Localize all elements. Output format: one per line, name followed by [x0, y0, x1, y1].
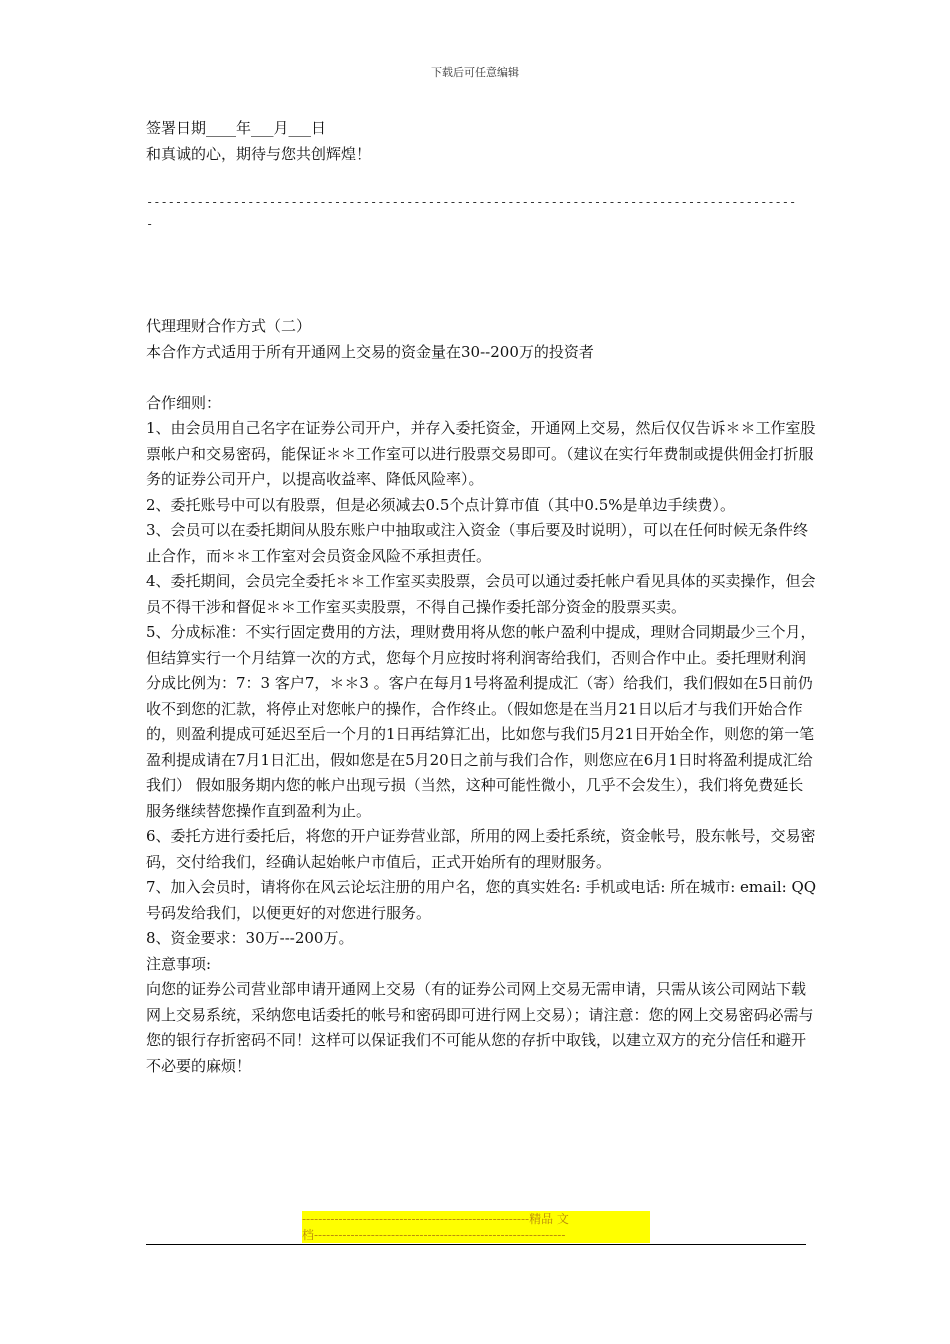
detail-item-2: 2、委托账号中可以有股票，但是必须减去0.5个点计算市值（其中0.5%是单边手续费）。: [146, 495, 736, 514]
footer-banner-line-2: 档--------------------------------------------------------------: [302, 1228, 566, 1242]
intro-block: [146, 116, 818, 167]
blank-line: [146, 365, 818, 391]
detail-item-3: 3、会员可以在委托期间从股东账户中抽取或注入资金（事后要及时说明），可以在任何时候无条件终止合作，而＊＊工作室对会员资金风险不承担责任。: [146, 521, 809, 565]
separator-line-2: -: [146, 217, 154, 231]
footer-banner-line-1: --------------------------------------------------------精品 文: [302, 1212, 569, 1226]
closing-line: 和真诚的心，期待与您共创辉煌！: [146, 144, 372, 163]
sign-date-line: 签署日期____年___月___日: [146, 119, 327, 137]
detail-item-4: 4、委托期间，会员完全委托＊＊工作室买卖股票，会员可以通过委托帐户看见具体的买卖操作，但会员不得干涉和督促＊＊工作室买卖股票，不得自己操作委托部分资金的股票买卖。: [146, 572, 816, 616]
detail-item-6: 6、委托方进行委托后，将您的开户证券营业部，所用的网上委托系统，资金帐号，股东帐号，交易密码，交付给我们，经确认起始帐户市值后，正式开始所有的理财服务。: [146, 827, 816, 871]
section-body: [146, 314, 818, 1079]
detail-item-8: 8、资金要求：30万---200万。: [146, 929, 354, 947]
notes-heading: 注意事项:: [146, 954, 212, 973]
section-title: 代理理财合作方式（二）: [146, 317, 312, 335]
detail-item-5: 5、分成标准：不实行固定费用的方法，理财费用将从您的帐户盈利中提成，理财合同期最少三个月，但结算实行一个月结算一次的方式，您每个月应按时将利润寄给我们，否则合作中止。委托理财利润分成比例为：7：3 客户7，＊＊3 。客户在每月1号将盈利提成汇（寄）给我们，我们假如在5日前仍收不到您的汇款，将停止对您帐户的操作，合作终止。（假如您是在当月21日以后才与我们开始合作的，则盈利提成可延迟至后一个月的1日再结算汇出，比如您与我们5月21日开始全作，则您的第一笔盈利提成请在7月1日汇出，假如您是在5月20日之前与我们合作，则您应在6月1日时将盈利提成汇给我们） 假如服务期内您的帐户出现亏损（当然，这种可能性微小，几乎不会发生），我们将免费延长服务继续替您操作直到盈利为止。: [146, 623, 816, 820]
page-header: 下载后可任意编辑: [431, 66, 519, 79]
section-subtitle: 本合作方式适用于所有开通网上交易的资金量在30--200万的投资者: [146, 342, 594, 361]
separator-line-1: ------------------------------------------------------------------------------------------: [146, 195, 797, 209]
dashed-separator: [146, 191, 818, 235]
details-heading: 合作细则：: [146, 393, 222, 412]
detail-item-1: 1、由会员用自己名字在证券公司开户，并存入委托资金，开通网上交易，然后仅仅告诉＊＊工作室股票帐户和交易密码，能保证＊＊工作室可以进行股票交易即可。（建议在实行年费制或提供佣金打折服务的证券公司开户，以提高收益率、降低风险率）。: [146, 419, 816, 488]
detail-item-7: 7、加入会员时，请将你在风云论坛注册的用户名，您的真实姓名: 手机或电话: 所在城市: email: QQ 号码发给我们，以便更好的对您进行服务。: [146, 878, 817, 922]
notes-text: 向您的证券公司营业部申请开通网上交易（有的证券公司网上交易无需申请，只需从该公司网站下载网上交易系统，采纳您电话委托的帐号和密码即可进行网上交易）；请注意：您的网上交易密码必需与您的银行存折密码不同！这样可以保证我们不可能从您的存折中取钱，以建立双方的充分信任和避开不必要的麻烦！: [146, 980, 814, 1075]
footer-banner: [302, 1211, 650, 1243]
footer-rule: [146, 1244, 806, 1245]
